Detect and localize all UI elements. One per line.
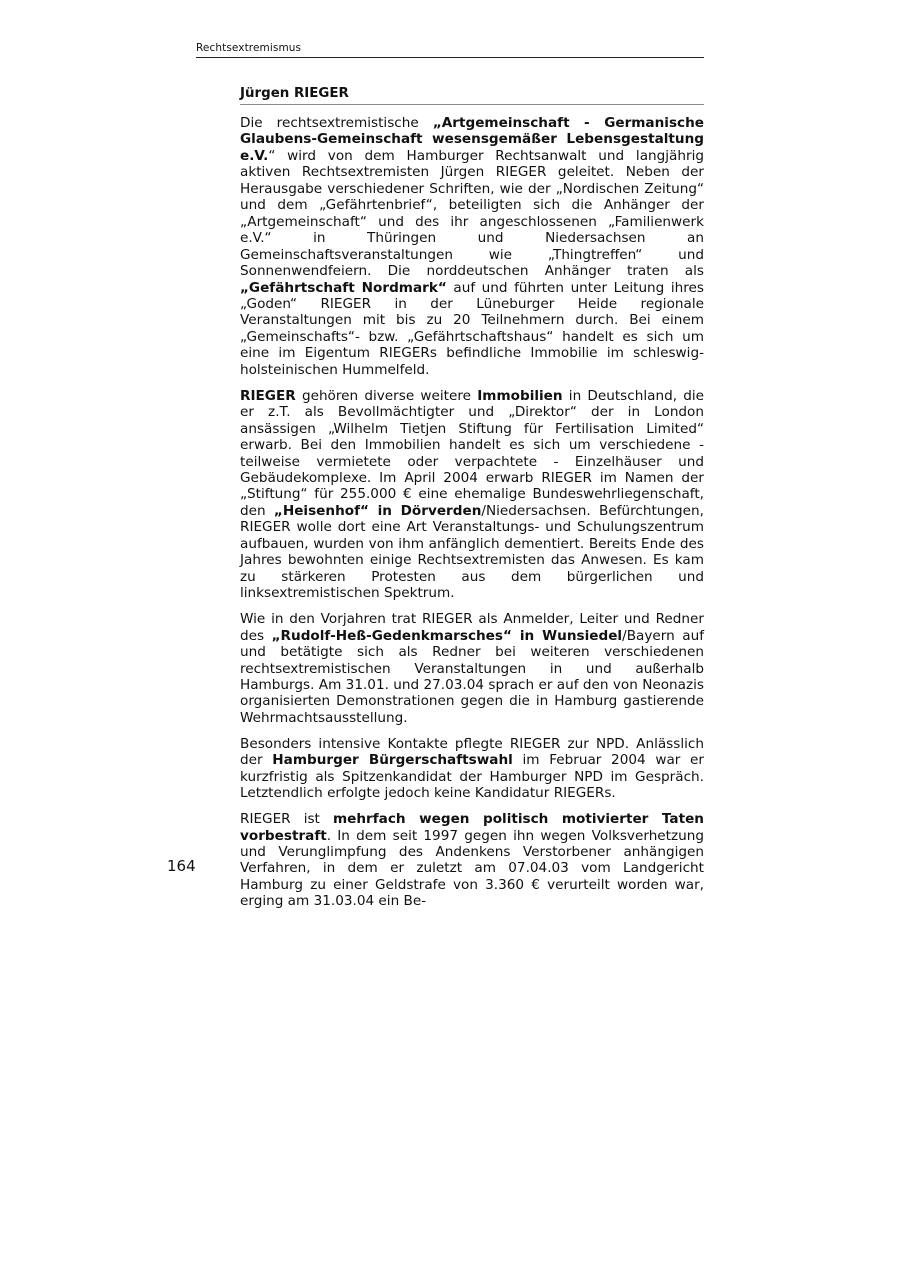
text-run: . In dem seit 1997 gegen ihn wegen Volksverhetzung und Verunglimpfung des Andenkens Verstorbener anhängigen Verfahren, in dem er zuletzt am 07.04.03 vom Landgericht Hamburg zu einer Geldstrafe von 3.360 € verurteilt worden war, erging am 31.03.04 ein Be- bbox=[240, 827, 704, 910]
paragraph bbox=[240, 115, 704, 378]
bold-text: Immobilien bbox=[477, 387, 563, 404]
text-run: in Deutschland, die er z.T. als Bevollmächtigter und „Direktor“ der in London ansässigen „Wilhelm Tietjen Stiftung für Fertilisation Limited“ erwarb. Bei den Immobilien handelt es sich um verschiedene - teilweise vermietete oder verpachtete - Einzelhäuser und Gebäudekomplexe. Im April 2004 erwarb RIEGER im Namen der „Stiftung“ für 255.000 € eine ehemalige Bundeswehrliegenschaft, den bbox=[240, 387, 704, 519]
text-run: /Bayern auf und betätigte sich als Redner bei weiteren verschiedenen rechtsextremistischen Veranstaltungen in und außerhalb Hamburgs. Am 31.01. und 27.03.04 sprach er auf den von Neonazis organisierten Demonstrationen gegen die in Hamburg gastierende Wehrmachtsausstellung. bbox=[240, 627, 704, 726]
text-run: Wie in den Vorjahren trat RIEGER als Anmelder, Leiter und Redner des bbox=[240, 611, 704, 644]
text-run: RIEGER ist bbox=[240, 811, 333, 828]
bold-text: RIEGER bbox=[240, 387, 296, 404]
bold-text: „Rudolf-Heß-Gedenkmarsches“ in Wunsiedel bbox=[271, 627, 623, 644]
paragraph bbox=[240, 611, 704, 726]
text-run: “ wird von dem Hamburger Rechtsanwalt und langjährig aktiven Rechtsextremisten Jürgen RIEGER geleitet. Neben der Herausgabe verschiedener Schriften, wie der „Nordischen Zeitung“ und dem „Gefährtenbrief“, beteiligten sich die Anhänger der „Artgemeinschaft“ und des ihr angeschlossenen „Familienwerk e.V.“ in Thüringen und Niedersachsen an Gemeinschaftsveranstaltungen wie „Thingtreffen“ und Sonnenwendfeiern. Die norddeutschen Anhänger traten als bbox=[240, 147, 704, 280]
text-run: /Niedersachsen. Befürchtungen, RIEGER wolle dort eine Art Veranstaltungs- und Schulungszentrum aufbauen, wurden von ihm anfänglich dementiert. Bereits Ende des Jahres bewohnten einige Rechtsextremisten das Anwesen. Es kam zu stärkeren Protesten aus dem bürgerlichen und linksextremistischen Spektrum. bbox=[240, 502, 704, 602]
text-run: im Februar 2004 war er kurzfristig als Spitzenkandidat der Hamburger NPD im Gespräch. Letztendlich erfolgte jedoch keine Kandidatur RIEGERs. bbox=[240, 752, 704, 802]
paragraph bbox=[240, 388, 704, 602]
section-title: Jürgen RIEGER bbox=[240, 86, 704, 105]
bold-text: „Heisenhof“ in Dörverden bbox=[273, 502, 482, 519]
paragraph bbox=[240, 811, 704, 910]
text-run: Die rechtsextremistische bbox=[240, 115, 433, 131]
body-text bbox=[240, 115, 704, 910]
bold-text: Hamburger Bürgerschaftswahl bbox=[272, 752, 513, 769]
text-run: auf und führten unter Leitung ihres „Goden“ RIEGER in der Lüneburger Heide regionale Veranstaltungen mit bis zu 20 Teilnehmern durch. Bei einem „Gemeinschafts“- bzw. „Gefährtschaftshaus“ handelt es sich um eine im Eigentum RIEGERs befindliche Immobilie im schleswig-holsteinischen Hummelfeld. bbox=[240, 279, 704, 378]
bold-text: „Gefährtschaft Nordmark“ bbox=[240, 279, 447, 296]
running-header: Rechtsextremismus bbox=[196, 42, 704, 58]
bold-text: mehrfach wegen politisch motivierter Taten vorbestraft bbox=[240, 811, 704, 844]
text-run: gehören diverse weitere bbox=[295, 387, 478, 404]
page-number: 164 bbox=[167, 857, 196, 875]
paragraph bbox=[240, 736, 704, 802]
text-run: Besonders intensive Kontakte pflegte RIEGER zur NPD. Anlässlich der bbox=[240, 735, 704, 769]
page-content bbox=[240, 86, 704, 919]
bold-text: „Artgemeinschaft - Germanische Glaubens-Gemeinschaft wesensgemäßer Lebensgestaltung e.V. bbox=[240, 115, 704, 164]
